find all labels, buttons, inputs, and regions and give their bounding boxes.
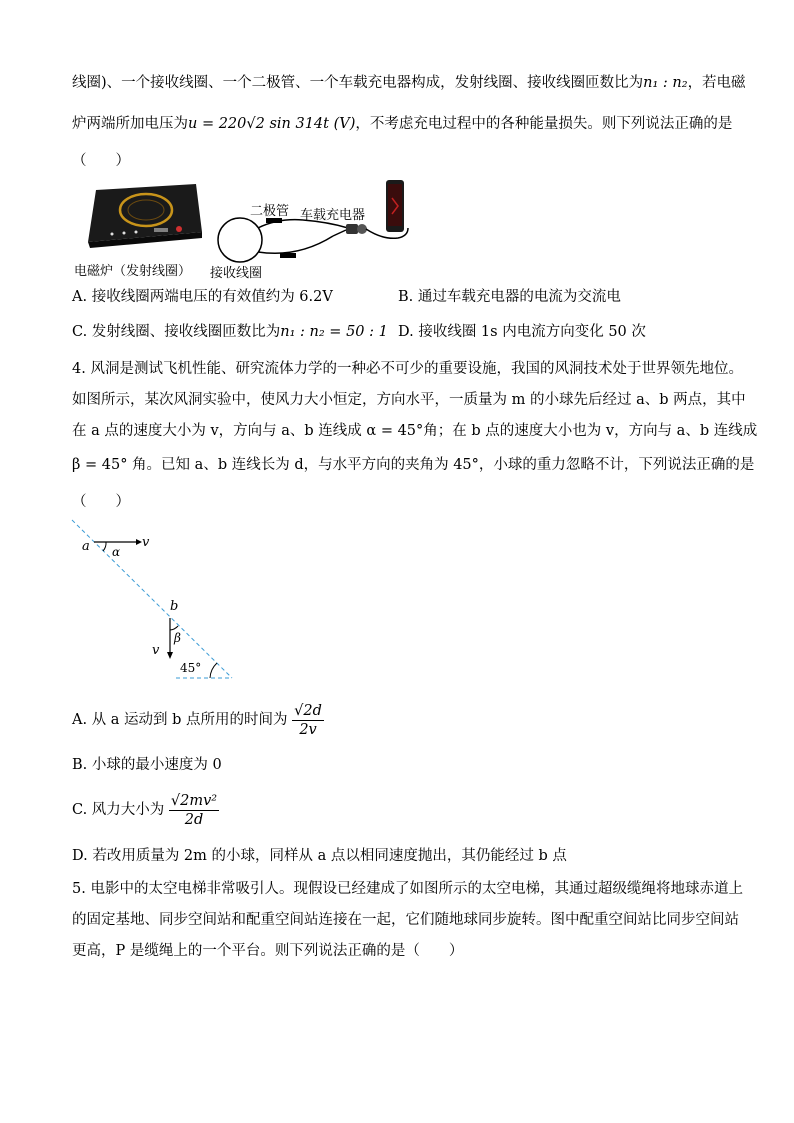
q4-line-3: 在 a 点的速度大小为 v，方向与 a、b 连线成 α = 45°角；在 b 点的速度大小也为 v，方向与 a、b 连线成 — [72, 423, 758, 439]
q4-paren: （ ） — [72, 494, 130, 510]
point-a-label: a — [82, 539, 90, 554]
q3-voltage-formula: u = 220√2 sin 314t (V) — [188, 116, 356, 132]
q3-option-b: B. 通过车载充电器的电流为交流电 — [398, 289, 621, 305]
angle-45-label: 45° — [180, 661, 202, 675]
q4-option-a — [72, 700, 324, 740]
q3-paren: （ ） — [72, 153, 130, 169]
q3-option-d: D. 接收线圈 1s 内电流方向变化 50 次 — [398, 324, 646, 340]
stove-label: 电磁炉（发射线圈） — [74, 264, 192, 279]
q3-line-2 — [72, 114, 732, 134]
q5-line-2: 的固定基地、同步空间站和配重空间站连接在一起，它们随地球同步旋转。图中配重空间站比同步空间站 — [72, 912, 739, 928]
q3-option-c-text: C. 发射线圈、接收线圈匝数比为 — [72, 324, 281, 340]
q4-option-a-numerator: √2d — [294, 702, 322, 719]
q5-line-1: 5. 电影中的太空电梯非常吸引人。现假设已经建成了如图所示的太空电梯，其通过超级缆绳将地球赤道上 — [72, 881, 743, 897]
q4-option-d: D. 若改用质量为 2m 的小球，同样从 a 点以相同速度抛出，其仍能经过 b 点 — [72, 848, 567, 864]
q4-option-c-denominator: 2d — [184, 811, 204, 828]
q4-line-2: 如图所示，某次风洞实验中，使风力大小恒定，方向水平，一质量为 m 的小球先后经过 a、b 两点，其中 — [72, 392, 746, 408]
q4-option-c-text: C. 风力大小为 — [72, 802, 165, 818]
point-b-label: b — [170, 599, 179, 614]
diode-label: 二极管 — [250, 204, 290, 219]
q4-line-1: 4. 风洞是测试飞机性能、研究流体力学的一种必不可少的重要设施，我国的风洞技术处于世界领先地位。 — [72, 361, 743, 377]
q4-option-a-fraction — [292, 702, 324, 739]
v1-label: v — [142, 535, 150, 550]
q4-option-c-numerator: √2mv² — [170, 792, 218, 809]
q3-text-2: 炉两端所加电压为 — [72, 116, 188, 132]
q4-option-a-denominator: 2v — [299, 721, 317, 738]
q4-option-c-fraction — [169, 792, 219, 829]
q4-option-c — [72, 790, 219, 830]
q4-wind-tunnel-diagram — [66, 516, 266, 686]
q3-option-c-ratio: n₁ : n₂ = 50 : 1 — [280, 324, 388, 340]
q4-line-4: β = 45° 角。已知 a、b 连线长为 d，与水平方向的夹角为 45°，小球的重力忽略不计，下列说法正确的是 — [72, 457, 755, 473]
v2-label: v — [152, 643, 160, 658]
q3-option-a: A. 接收线圈两端电压的有效值约为 6.2V — [72, 289, 333, 305]
q3-ratio-symbol: n₁ : n₂ — [643, 75, 688, 91]
induction-cooker-image — [84, 180, 204, 250]
q3-line-1 — [72, 73, 746, 93]
receiver-coil-label: 接收线圈 — [210, 266, 263, 281]
q3-text-1-end: ，若电磁 — [687, 75, 746, 91]
q4-option-b: B. 小球的最小速度为 0 — [72, 757, 222, 773]
q3-text-2-end: ，不考虑充电过程中的各种能量损失。则下列说法正确的是 — [355, 116, 733, 132]
q5-line-3: 更高，P 是缆绳上的一个平台。则下列说法正确的是（ ） — [72, 943, 464, 959]
q3-figure — [72, 178, 412, 281]
beta-label: β — [174, 631, 181, 645]
q4-option-a-text: A. 从 a 运动到 b 点所用的时间为 — [72, 712, 288, 728]
q3-text-1: 线圈)、一个接收线圈、一个二极管、一个车载充电器构成，发射线圈、接收线圈匝数比为 — [72, 75, 644, 91]
charger-label: 车载充电器 — [300, 208, 366, 223]
alpha-label: α — [112, 545, 121, 559]
q3-option-c — [72, 322, 388, 342]
